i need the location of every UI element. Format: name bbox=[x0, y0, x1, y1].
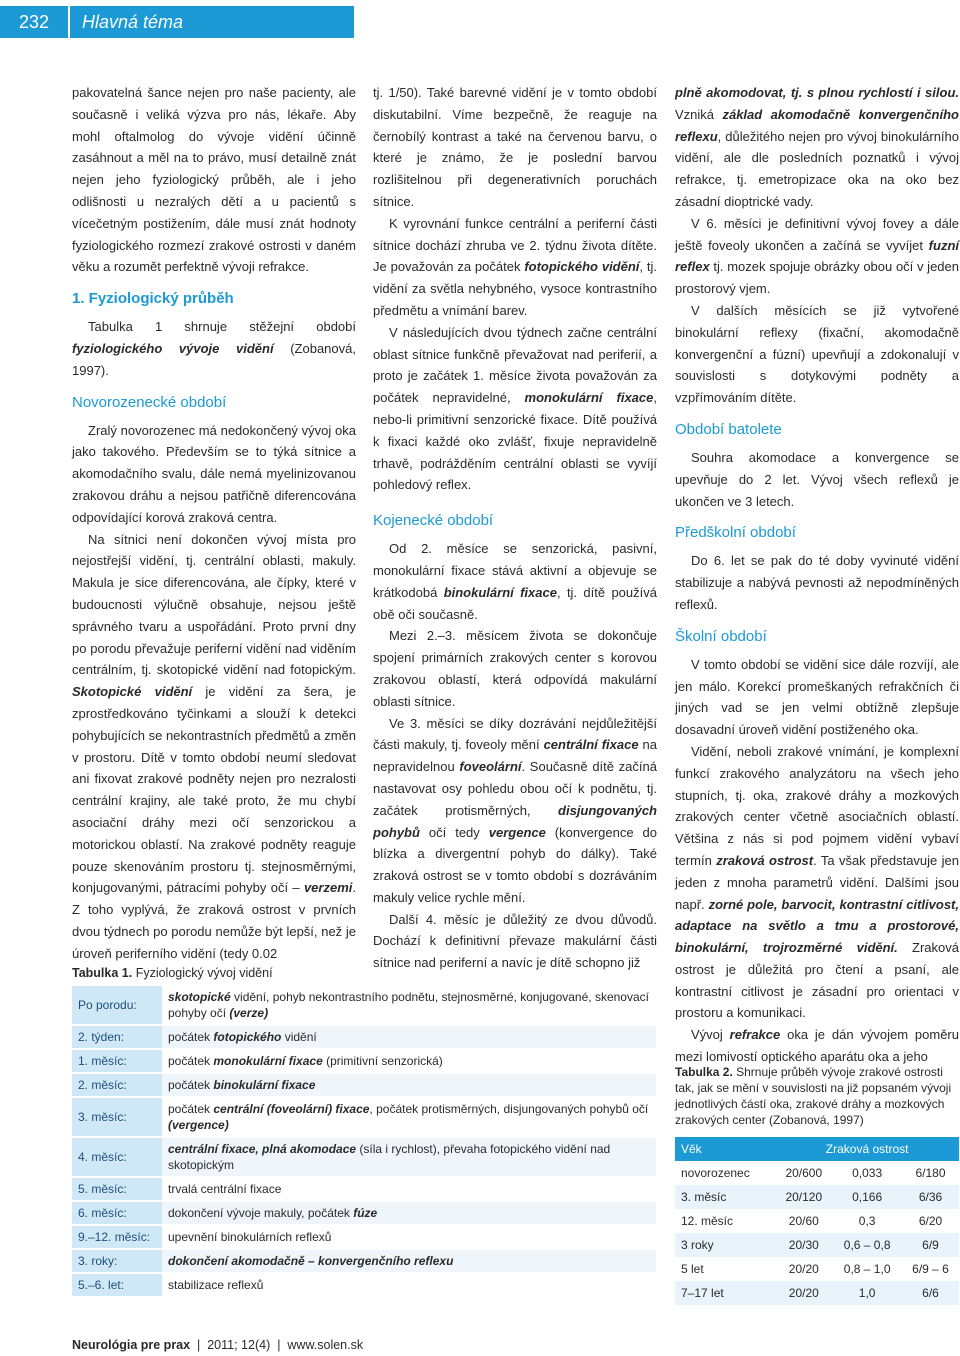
table-cell: 0,166 bbox=[832, 1185, 902, 1209]
table-row bbox=[72, 1225, 656, 1249]
table-row bbox=[72, 1097, 656, 1137]
paragraph: Vidění, neboli zrakové vnímání, je komplexní funkcí zrakového analyzátoru na všech jeho stupních, tj. oka, zrakové dráhy a mozkových zrakových center včetně asociačních oblastí. Většina z nás si pod pojmem vidění vybaví termín zraková ostrost. Ta však představuje jen jeden z mnoha parametrů vidění. Dalšími jsou např. zorné pole, barvocit, kontrastní citlivost, adaptace na světlo a tmu a prostorové, binokulární, trojrozměrné vidění. Zraková ostrost je důležitá pro čtení a psaní, ale kontrastní citlivost je zásadní pro orientaci v prostoru a komunikaci. bbox=[675, 743, 960, 1021]
table-cell: 12. měsíc bbox=[681, 1214, 734, 1228]
row-label: 4. měsíc: bbox=[72, 1137, 162, 1177]
table-row bbox=[675, 1161, 959, 1185]
paragraph: pakovatelná šance nejen pro naše pacienty, ale současně i veliká výzva pro nás, lékaře. Aby mohl oftalmolog do vývoje vidění účinně zasáhnout a měl na to právo, musí detailně znát nejen jeho fyziologický průběh, ale i jeho odlišnosti u nezralých dětí a u pacientů s vícečetným postižením, dále musí znát hodnoty fyziologického rozmezí zrakové ostrosti v daném věku a rozumět perfektně vývoji refrakce. bbox=[72, 85, 356, 275]
row-value: dokončení vývoje makuly, počátek fúze bbox=[162, 1201, 656, 1225]
table-row bbox=[72, 1073, 656, 1097]
table-row bbox=[72, 1201, 656, 1225]
row-value: centrální fixace, plná akomodace (síla i rychlost), převaha fotopického vidění nad skotopickým bbox=[162, 1137, 656, 1177]
table-cell: 6/9 bbox=[902, 1233, 959, 1257]
heading-preschool-period: Předškolní období bbox=[675, 524, 796, 542]
paragraph: V dalších měsících se již vytvořené binokulární reflexy (fixační, akomodačně konvergenční a fúzní) upevňují a zdokonalují v souvislosti s dotykovými podněty a vzpřímováním dítěte. bbox=[675, 302, 959, 406]
paragraph: Mezi 2.–3. měsícem života se dokončuje spojení primárních zrakových center s korovou zrakovou oblastí, která odpovídá makulární oblasti sítnice. bbox=[373, 628, 657, 709]
heading-infant-period: Kojenecké období bbox=[373, 512, 494, 530]
table-1-caption: Tabulka 1. Fyziologický vývoj vidění bbox=[72, 966, 273, 980]
row-label: 6. měsíc: bbox=[72, 1201, 162, 1225]
table-cell: 6/20 bbox=[918, 1214, 943, 1228]
heading-physiological-course: 1. Fyziologický průběh bbox=[72, 290, 234, 308]
table-row bbox=[675, 1233, 959, 1257]
row-label: 9.–12. měsíc: bbox=[72, 1225, 162, 1249]
table-cell: 1,0 bbox=[832, 1281, 902, 1305]
table-cell: novorozenec bbox=[681, 1166, 750, 1180]
table-row bbox=[72, 1025, 656, 1049]
paragraph: V tomto období se vidění sice dále rozvíjí, ale jen málo. Korekcí promeškaných refrakčních či jiných vad se jen velmi obtížně zlepšuje dosavadní úroveň vidění postiženého oka. bbox=[675, 656, 959, 738]
table-row bbox=[72, 986, 656, 1025]
row-label: 2. měsíc: bbox=[72, 1073, 162, 1097]
row-label: 1. měsíc: bbox=[72, 1049, 162, 1073]
row-label: 3. měsíc: bbox=[72, 1097, 162, 1137]
table-cell: 3. měsíc bbox=[675, 1185, 775, 1209]
row-value: trvalá centrální fixace bbox=[162, 1177, 656, 1201]
row-label: 5.–6. let: bbox=[72, 1273, 162, 1297]
paragraph: plně akomodovat, tj. s plnou rychlostí i silou. Vzniká základ akomodačně konvergenčního reflexu, důležitého nejen pro vývoj binokulárního vidění, ale dle posledních poznatků i vývoj refrakce, tj. emetropizace oka na oko bez zásadní dioptrické vady. bbox=[675, 85, 959, 209]
table-row bbox=[675, 1209, 959, 1233]
column-2 bbox=[373, 82, 657, 974]
table-cell: 6/6 bbox=[902, 1281, 959, 1305]
table-row bbox=[675, 1257, 959, 1281]
paragraph: V 6. měsíci je definitivní vývoj fovey a dále ještě foveoly ukončen a začíná se vyvíjet fuzní reflex tj. mozek spojuje obrázky obou očí v jeden prostorový vjem. bbox=[675, 215, 959, 297]
row-label: 3. roky: bbox=[72, 1249, 162, 1273]
heading-school-period: Školní období bbox=[675, 627, 767, 645]
table-row bbox=[675, 1185, 959, 1209]
column-3 bbox=[675, 82, 959, 1068]
heading-newborn-period: Novorozenecké období bbox=[72, 393, 227, 411]
table-2 bbox=[675, 1137, 959, 1305]
paragraph: Vývoj refrakce oka je dán vývojem poměru mezi lomivostí optického aparátu oka a jeho bbox=[675, 1027, 959, 1065]
footer: Neurológia pre prax | 2011; 12(4) | www.solen.sk bbox=[72, 1338, 364, 1352]
table-cell: 6/36 bbox=[902, 1185, 959, 1209]
table-row bbox=[72, 1137, 656, 1177]
table-2-caption: Tabulka 2. Shrnuje průběh vývoje zrakové ostrosti tak, jak se mění v souvislosti na již popsaném vývoji jednotlivých částí oka, zrakové dráhy a mozkových zrakových center (Zobanová, 1997) bbox=[675, 1065, 952, 1127]
header-age: Věk bbox=[675, 1137, 775, 1161]
table-header-row bbox=[675, 1137, 959, 1161]
paragraph: Od 2. měsíce se senzorická, pasivní, monokulární fixace stává aktivní a objevuje se krátkodobá binokulární fixace, tj. dítě používá obě oči současně. bbox=[373, 541, 657, 622]
table-cell: 3 roky bbox=[675, 1233, 775, 1257]
row-value: počátek fotopického vidění bbox=[162, 1025, 656, 1049]
table-cell: 20/600 bbox=[785, 1166, 823, 1180]
row-value: počátek centrální (foveolární) fixace, počátek protisměrných, disjungovaných pohybů očí (vergence) bbox=[162, 1097, 656, 1137]
row-value: skotopické vidění, pohyb nekontrastního podnětu, stejnosměrné, konjugované, skenovací pohyby očí (verze) bbox=[162, 986, 656, 1025]
paragraph: Zralý novorozenec má nedokončený vývoj oka jako takového. Především se to týká sítnice a akomodačního svalu, dále nemá myelinizovanou zrakovou dráhu a nejsou patřičně diferencována odpovídající korová zraková centra. bbox=[72, 422, 356, 525]
table-cell: 0,033 bbox=[852, 1166, 883, 1180]
table-cell: 20/60 bbox=[788, 1214, 819, 1228]
paragraph: Do 6. let se pak do té doby vyvinuté vidění stabilizuje a nabývá pevnosti až nepodmíněných reflexů. bbox=[675, 553, 959, 612]
table-cell: 20/30 bbox=[775, 1233, 832, 1257]
paragraph: Tabulka 1 shrnuje stěžejní období fyziologického vývoje vidění (Zobanová, 1997). bbox=[72, 319, 356, 378]
paragraph: Na sítnici není dokončen vývoj místa pro nejostřejší vidění, tj. centrální oblasti, makuly. Makula je sice diferencována, ale čípky, které v budoucnosti výlučně obsahuje, nejsou ještě správného tvaru a uspořádání. Proto první dny po porodu převažuje periferní vidění nad viděním centrálním, tj. skotopické vidění nad fotopickým. Skotopické vidění je vidění za šera, je zprostředkováno tyčinkami a slouží k detekci pohybujících se nekontrastních předmětů a změn v prostoru. Dítě v tomto období neumí sledovat ani fixovat zrakové podněty nejen pro nezralosti centrální krajiny, ale také proto, že mu chybí asociační dráhy mezi očí senzorickou a motorickou oblastí. Na zrakové podněty reaguje pouze skenováním prostoru tj. stejnosměrnými, konjugovanými, pátracími pohyby očí – verzemi. Z toho vyplývá, že zraková ostrost v prvních dvou týdnech po porodu nemůže být lepší, než je úroveň periferního vidění (tedy 0.02 bbox=[72, 531, 356, 961]
table-row bbox=[72, 1273, 656, 1297]
paragraph: tj. 1/50). Také barevné vidění je v tomto období diskutabilní. Víme bezpečně, že reaguje na černobílý kontrast a také na červenou barvu, o které je známo, že je poslední barvou rozlišitelnou při degenerativních poruchách sítnice. bbox=[373, 85, 657, 209]
row-value: dokončení akomodačně – konvergenčního reflexu bbox=[162, 1249, 656, 1273]
table-cell: 6/9 – 6 bbox=[912, 1262, 949, 1276]
paragraph: Ve 3. měsíci se díky dozrávání nejdůležitější části makuly, tj. foveoly mění centrální fixace na nepravidelnou foveolární. Současně dítě začíná nastavovat osy pohledu obou očí k podnětu, tj. začátek protisměrných, disjungovaných pohybů očí tedy vergence (konvergence do blízka a divergentní pohyb do dálky). Také zraková ostrost se v tomto období s dozráváním makuly velice rychle mění. bbox=[373, 715, 658, 905]
row-label: 2. týden: bbox=[72, 1025, 162, 1049]
table-cell: 6/180 bbox=[915, 1166, 946, 1180]
paragraph: V následujících dvou týdnech začne centrální oblast sítnice funkčně převažovat nad periferií, a proto je začátek 1. měsíce života považován za počátek nepravidelné, monokulární fixace, nebo-li primitivní senzorické fixace. Dítě používá k fixaci každé oko zvlášť, fixuje nepravidelně trhavě, podrážděním centrální oblasti se vyvíjí pohledový reflex. bbox=[373, 324, 657, 493]
section-title: Hlavná téma bbox=[70, 6, 354, 38]
table-row bbox=[72, 1177, 656, 1201]
row-label: 5. měsíc: bbox=[72, 1177, 162, 1201]
heading-toddler-period: Období batolete bbox=[675, 420, 782, 438]
column-1 bbox=[72, 82, 356, 964]
paragraph: K vyrovnání funkce centrální a periferní části sítnice dochází zhruba ve 2. týdnu života dítěte. Je považován za počátek fotopického vidění, tj. vidění za světla nehybného, vysoce kontrastního předmětu a vnímání barev. bbox=[373, 215, 657, 318]
row-value: upevnění binokulárních reflexů bbox=[162, 1225, 656, 1249]
table-1 bbox=[72, 986, 656, 1298]
table-cell: 20/20 bbox=[775, 1281, 832, 1305]
table-row bbox=[72, 1249, 656, 1273]
table-row bbox=[72, 1049, 656, 1073]
row-value: počátek binokulární fixace bbox=[162, 1073, 656, 1097]
paragraph: Souhra akomodace a konvergence se upevňuje do 2 let. Vývoj všech reflexů je ukončen ve 3 letech. bbox=[675, 449, 959, 509]
row-value: počátek monokulární fixace (primitivní senzorická) bbox=[162, 1049, 656, 1073]
header-visual-acuity: Zraková ostrost bbox=[775, 1137, 959, 1161]
table-cell: 5 let bbox=[681, 1262, 704, 1276]
paragraph: Další 4. měsíc je důležitý ze dvou důvodů. Dochází k definitivní převaze makulární části sítnice nad periferní a navíc je dítě schopno již bbox=[373, 911, 657, 971]
table-cell: 20/120 bbox=[775, 1185, 832, 1209]
table-cell: 0,6 – 0,8 bbox=[832, 1233, 902, 1257]
table-cell: 7–17 let bbox=[675, 1281, 775, 1305]
table-row bbox=[675, 1281, 959, 1305]
table-cell: 0,3 bbox=[858, 1214, 876, 1228]
page-number: 232 bbox=[0, 6, 68, 38]
table-cell: 20/20 bbox=[788, 1262, 819, 1276]
row-label: Po porodu: bbox=[72, 986, 162, 1025]
table-cell: 0,8 – 1,0 bbox=[843, 1262, 891, 1276]
row-value: stabilizace reflexů bbox=[162, 1273, 656, 1297]
